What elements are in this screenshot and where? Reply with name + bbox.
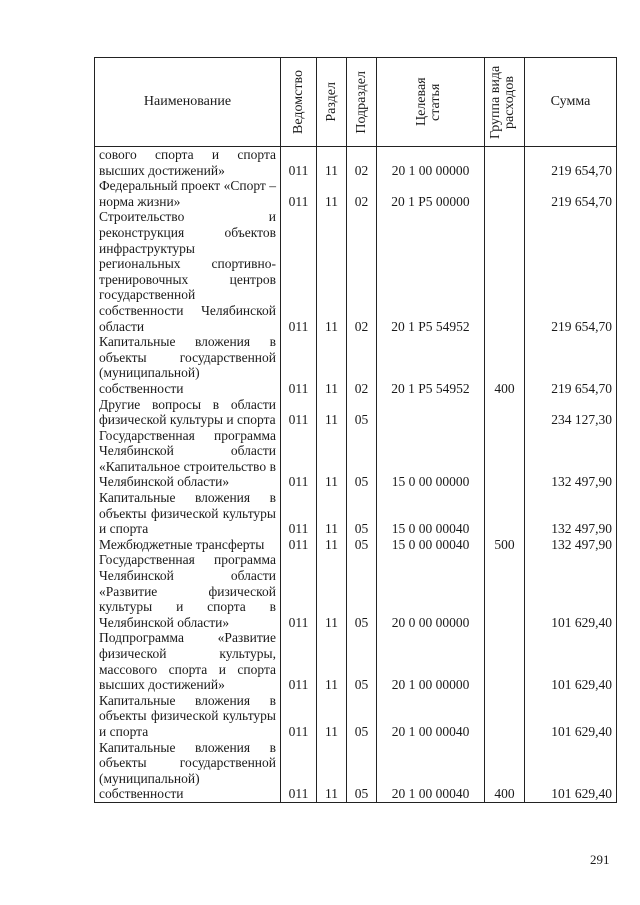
row-expense-group-cell xyxy=(485,147,525,179)
row-subsection-cell: 05 xyxy=(347,630,377,692)
row-amount-cell: 132 497,90 xyxy=(525,428,617,490)
header-section-label: Раздел xyxy=(323,82,339,122)
header-subsection-label: Подраздел xyxy=(353,70,369,134)
row-expense-group-cell: 400 xyxy=(485,334,525,396)
row-expense-group-cell xyxy=(485,397,525,428)
row-department-cell: 011 xyxy=(281,334,317,396)
row-expense-group-cell xyxy=(485,209,525,334)
row-subsection-cell: 05 xyxy=(347,552,377,630)
row-department-cell: 011 xyxy=(281,428,317,490)
row-amount-cell: 219 654,70 xyxy=(525,178,617,209)
row-section-cell: 11 xyxy=(317,397,347,428)
row-amount-cell: 101 629,40 xyxy=(525,630,617,692)
row-subsection-cell: 05 xyxy=(347,397,377,428)
header-amount: Сумма xyxy=(525,58,617,147)
row-expense-group-cell xyxy=(485,630,525,692)
header-expense-group xyxy=(485,58,525,147)
budget-table xyxy=(94,57,617,803)
row-section-cell: 11 xyxy=(317,693,347,740)
row-name-cell: Межбюджетные трансферты xyxy=(95,537,281,553)
row-section-cell: 11 xyxy=(317,178,347,209)
row-expense-group-cell: 500 xyxy=(485,537,525,553)
row-department-cell: 011 xyxy=(281,397,317,428)
page-number: 291 xyxy=(590,852,610,867)
row-department-cell: 011 xyxy=(281,178,317,209)
row-amount-cell: 234 127,30 xyxy=(525,397,617,428)
row-target-item-cell: 20 1 Р5 54952 xyxy=(377,334,485,396)
row-expense-group-cell xyxy=(485,178,525,209)
table-body xyxy=(95,147,617,803)
row-department-cell: 011 xyxy=(281,209,317,334)
row-section-cell: 11 xyxy=(317,147,347,179)
row-target-item-cell: 20 1 00 00040 xyxy=(377,740,485,803)
row-section-cell: 11 xyxy=(317,334,347,396)
table-row xyxy=(95,490,617,537)
row-target-item-cell xyxy=(377,397,485,428)
row-amount-cell: 101 629,40 xyxy=(525,693,617,740)
row-subsection-cell: 02 xyxy=(347,334,377,396)
table-row xyxy=(95,552,617,630)
row-amount-cell: 132 497,90 xyxy=(525,490,617,537)
row-expense-group-cell xyxy=(485,490,525,537)
row-target-item-cell: 20 1 00 00000 xyxy=(377,630,485,692)
row-target-item-cell: 15 0 00 00040 xyxy=(377,537,485,553)
row-section-cell: 11 xyxy=(317,537,347,553)
table-row xyxy=(95,178,617,209)
table-row xyxy=(95,334,617,396)
header-department xyxy=(281,58,317,147)
row-name-cell: Капитальные вложения в объекты физической культуры и спорта xyxy=(95,490,281,537)
row-subsection-cell: 02 xyxy=(347,147,377,179)
row-target-item-cell: 20 1 Р5 54952 xyxy=(377,209,485,334)
row-department-cell: 011 xyxy=(281,147,317,179)
row-amount-cell: 219 654,70 xyxy=(525,209,617,334)
row-target-item-cell: 15 0 00 00000 xyxy=(377,428,485,490)
table-row xyxy=(95,537,617,553)
row-subsection-cell: 05 xyxy=(347,740,377,803)
row-expense-group-cell xyxy=(485,552,525,630)
row-section-cell: 11 xyxy=(317,428,347,490)
header-section xyxy=(317,58,347,147)
table-row xyxy=(95,209,617,334)
header-expense-group-label: Группа вида расходов xyxy=(487,65,517,139)
header-department-label: Ведомство xyxy=(290,70,306,134)
row-name-cell: Строительство и реконструкция объектов инфраструктуры региональных спортивно-тренировочных центров государственной собственности Челябинской области xyxy=(95,209,281,334)
row-subsection-cell: 02 xyxy=(347,209,377,334)
row-name-cell: Капитальные вложения в объекты физической культуры и спорта xyxy=(95,693,281,740)
row-section-cell: 11 xyxy=(317,552,347,630)
row-section-cell: 11 xyxy=(317,209,347,334)
header-target-item xyxy=(377,58,485,147)
row-name-cell: Государственная программа Челябинской области «Развитие физической культуры и спорта в Челябинской области» xyxy=(95,552,281,630)
row-expense-group-cell xyxy=(485,428,525,490)
header-subsection xyxy=(347,58,377,147)
row-section-cell: 11 xyxy=(317,740,347,803)
row-target-item-cell: 20 1 00 00040 xyxy=(377,693,485,740)
row-subsection-cell: 02 xyxy=(347,178,377,209)
header-name: Наименование xyxy=(95,58,281,147)
row-name-cell: Государственная программа Челябинской области «Капитальное строительство в Челябинской области» xyxy=(95,428,281,490)
header-target-item-label: Целевая статья xyxy=(413,77,443,127)
table-row xyxy=(95,630,617,692)
row-name-cell: сового спорта и спорта высших достижений» xyxy=(95,147,281,179)
row-amount-cell: 132 497,90 xyxy=(525,537,617,553)
row-target-item-cell: 20 0 00 00000 xyxy=(377,552,485,630)
row-department-cell: 011 xyxy=(281,740,317,803)
row-name-cell: Капитальные вложения в объекты государственной (муниципальной) собственности xyxy=(95,740,281,803)
row-department-cell: 011 xyxy=(281,490,317,537)
table-row xyxy=(95,693,617,740)
row-section-cell: 11 xyxy=(317,630,347,692)
row-department-cell: 011 xyxy=(281,537,317,553)
table-row xyxy=(95,147,617,179)
row-name-cell: Подпрограмма «Развитие физической культуры, массового спорта и спорта высших достижений» xyxy=(95,630,281,692)
row-name-cell: Другие вопросы в области физической культуры и спорта xyxy=(95,397,281,428)
row-name-cell: Капитальные вложения в объекты государственной (муниципальной) собственности xyxy=(95,334,281,396)
row-department-cell: 011 xyxy=(281,630,317,692)
table-row xyxy=(95,740,617,803)
row-target-item-cell: 20 1 Р5 00000 xyxy=(377,178,485,209)
row-amount-cell: 219 654,70 xyxy=(525,334,617,396)
row-target-item-cell: 15 0 00 00040 xyxy=(377,490,485,537)
row-name-cell: Федеральный проект «Спорт – норма жизни» xyxy=(95,178,281,209)
row-department-cell: 011 xyxy=(281,552,317,630)
row-amount-cell: 101 629,40 xyxy=(525,740,617,803)
row-subsection-cell: 05 xyxy=(347,693,377,740)
table-row xyxy=(95,397,617,428)
row-target-item-cell: 20 1 00 00000 xyxy=(377,147,485,179)
row-amount-cell: 219 654,70 xyxy=(525,147,617,179)
row-section-cell: 11 xyxy=(317,490,347,537)
row-expense-group-cell xyxy=(485,693,525,740)
row-subsection-cell: 05 xyxy=(347,428,377,490)
row-subsection-cell: 05 xyxy=(347,537,377,553)
table-header xyxy=(95,58,617,147)
row-subsection-cell: 05 xyxy=(347,490,377,537)
row-department-cell: 011 xyxy=(281,693,317,740)
row-amount-cell: 101 629,40 xyxy=(525,552,617,630)
row-expense-group-cell: 400 xyxy=(485,740,525,803)
table-row xyxy=(95,428,617,490)
